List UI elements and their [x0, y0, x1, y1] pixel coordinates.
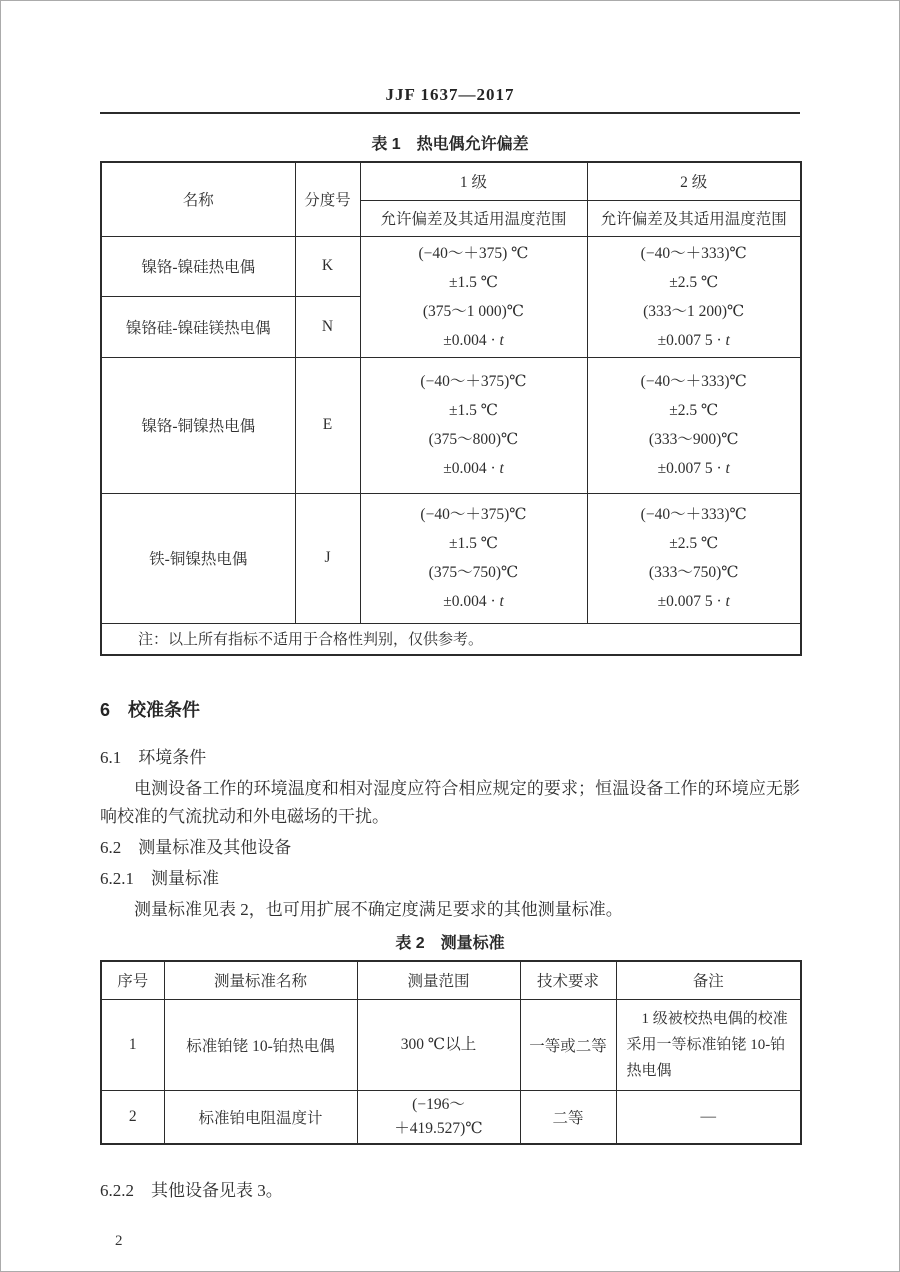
tolerance-line: ±2.5 ℃	[669, 402, 719, 419]
tolerance-line: ±0.007 5 · t	[657, 460, 730, 477]
table1-note: 注：以上所有指标不适用于合格性判别，仅供参考。	[101, 623, 801, 655]
paragraph-6-1: 电测设备工作的环境温度和相对湿度应符合相应规定的要求；恒温设备工作的环境应无影响校准的气流扰动和外电磁场的干扰。	[100, 779, 800, 826]
range-line: 300 ℃以上	[400, 1035, 477, 1053]
header-rule	[100, 112, 800, 114]
range-cell	[357, 999, 520, 1090]
tolerance-line: ±0.007 5 · t	[657, 331, 730, 349]
table1-row-type-e	[101, 357, 801, 493]
section-heading-6-1: 6.1 环境条件	[100, 748, 207, 767]
table2-header-remark: 备注	[616, 961, 801, 999]
tolerance-line: ±0.004 · t	[443, 331, 504, 349]
tolerance-line: (375～800)℃	[428, 431, 519, 448]
table1-row-type-k	[101, 236, 801, 297]
t-symbol: t	[499, 593, 504, 610]
requirement-cell: 二等	[520, 1090, 616, 1144]
remark-cell: —	[616, 1090, 801, 1144]
index-code-cell: J	[295, 493, 360, 623]
grade2-tolerance-cell	[587, 493, 801, 623]
table1-title: 表 1 热电偶允许偏差	[371, 136, 529, 153]
tolerance-line: (−40～＋333)℃	[640, 506, 747, 523]
grade2-tolerance-cell	[587, 236, 801, 357]
tolerance-line: ±0.004 · t	[443, 593, 504, 610]
row-no-cell: 2	[101, 1090, 164, 1144]
tolerance-line: ±0.004 · t	[443, 460, 504, 477]
tolerance-line: (375～1 000)℃	[422, 302, 525, 320]
range-cell	[357, 1090, 520, 1144]
tolerance-line: ±1.5 ℃	[448, 273, 499, 291]
tolerance-line: (−40～＋333)℃	[640, 373, 747, 390]
thermocouple-name-cell: 镍铬-镍硅热电偶	[101, 236, 295, 297]
table1-header-name: 名称	[101, 162, 295, 236]
table1-header-index-code: 分度号	[295, 162, 360, 236]
grade1-tolerance-cell	[360, 236, 587, 357]
tolerance-line: ±2.5 ℃	[669, 535, 719, 552]
tolerance-line: (−40～＋375) ℃	[418, 244, 529, 262]
table1-header-grade1: 1 级	[360, 162, 587, 200]
tolerance-line: (−40～＋375)℃	[420, 506, 527, 523]
standard-name-cell: 标准铂电阻温度计	[164, 1090, 357, 1144]
t-symbol: t	[725, 331, 730, 349]
t-symbol: t	[499, 460, 504, 477]
t-symbol: t	[725, 593, 730, 610]
standard-name-cell: 标准铂铑 10-铂热电偶	[164, 999, 357, 1090]
thermocouple-name-cell: 镍铬硅-镍硅镁热电偶	[101, 297, 295, 358]
tolerance-line: ±0.007 5 · t	[657, 593, 730, 610]
table2-measurement-standards	[100, 960, 802, 1145]
table2-header-standard-name: 测量标准名称	[164, 961, 357, 999]
t-symbol: t	[725, 460, 730, 477]
section-heading-6-2: 6.2 测量标准及其他设备	[100, 838, 292, 857]
table2-row-2	[101, 1090, 801, 1144]
range-line: (−196～	[412, 1095, 465, 1113]
page-content	[100, 85, 800, 1250]
table1-note-row	[101, 623, 801, 655]
table1-thermocouple-tolerances	[100, 161, 802, 656]
table1-header-tolerance-grade2: 允许偏差及其适用温度范围	[587, 200, 801, 236]
tolerance-line: (333～1 200)℃	[643, 302, 745, 320]
index-code-cell: E	[295, 357, 360, 493]
section-heading-6-2-2: 6.2.2 其他设备见表 3。	[100, 1180, 283, 1200]
grade1-tolerance-cell	[360, 493, 587, 623]
table2-header-row	[101, 961, 801, 999]
section-heading-6-2-1: 6.2.1 测量标准	[100, 869, 219, 888]
row-no-cell: 1	[101, 999, 164, 1090]
tolerance-line: (−40～＋375)℃	[420, 373, 527, 390]
paragraph-6-2-1: 测量标准见表 2，也可用扩展不确定度满足要求的其他测量标准。	[134, 900, 623, 919]
table2-header-requirement: 技术要求	[520, 961, 616, 999]
requirement-cell: 一等或二等	[520, 999, 616, 1090]
tolerance-line: ±1.5 ℃	[448, 402, 499, 419]
grade2-tolerance-cell	[587, 357, 801, 493]
tolerance-line: ±1.5 ℃	[448, 535, 499, 552]
index-code-cell: N	[295, 297, 360, 358]
page-number: 2	[115, 1232, 123, 1249]
tolerance-line: (375～750)℃	[428, 564, 519, 581]
grade1-tolerance-cell	[360, 357, 587, 493]
table2-title: 表 2 测量标准	[395, 935, 505, 952]
table2-row-1	[101, 999, 801, 1090]
thermocouple-name-cell: 铁-铜镍热电偶	[101, 493, 295, 623]
range-line: ＋419.527)℃	[394, 1119, 483, 1137]
thermocouple-name-cell: 镍铬-铜镍热电偶	[101, 357, 295, 493]
remark-cell: 1 级被校热电偶的校准采用一等标准铂铑 10-铂热电偶	[616, 999, 801, 1090]
table2-header-no: 序号	[101, 961, 164, 999]
table1-header-row-1	[101, 162, 801, 200]
section-heading-6: 6 校准条件	[100, 700, 201, 720]
tolerance-line: ±2.5 ℃	[669, 273, 719, 291]
tolerance-line: (333～900)℃	[648, 431, 739, 448]
t-symbol: t	[499, 331, 504, 349]
table2-header-range: 测量范围	[357, 961, 520, 999]
table1-row-type-j	[101, 493, 801, 623]
index-code-cell: K	[295, 236, 360, 297]
table1-header-tolerance-grade1: 允许偏差及其适用温度范围	[360, 200, 587, 236]
doc-code: JJF 1637—2017	[385, 85, 515, 104]
tolerance-line: (−40～＋333)℃	[640, 244, 747, 262]
table1-header-grade2: 2 级	[587, 162, 801, 200]
tolerance-line: (333～750)℃	[648, 564, 739, 581]
